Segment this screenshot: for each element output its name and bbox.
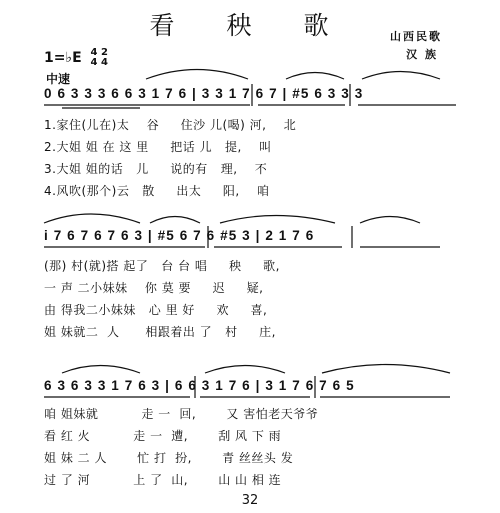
slur-mark — [360, 217, 420, 224]
page-number: 32 — [241, 493, 259, 508]
time-bottom: 4 4 — [90, 57, 108, 68]
slur-mark — [286, 73, 344, 80]
slur-mark — [146, 70, 248, 80]
system3-lyric-1: 咱 姐妹就 走 一 回, 又 害怕老天爷爷 — [44, 407, 319, 421]
time-top: 4 2 — [90, 47, 108, 58]
system3-lyric-3: 姐 妹 二 人 忙 打 扮, 青 丝丝头 发 — [44, 451, 294, 465]
source-region: 山西民歌 — [390, 30, 442, 43]
system1-lyric-1: 1.家住(儿在)太 谷 住沙 儿(喝) 河, 北 — [44, 118, 297, 132]
slur-mark — [62, 366, 140, 374]
key-label: 1=♭E — [44, 50, 82, 66]
system2-lyric-2: 一 声 二小妹妹 你 莫 要 迟 疑, — [44, 281, 264, 295]
system2-lyric-3: 由 得我二小妹妹 心 里 好 欢 喜, — [44, 303, 268, 317]
system3-notation: 6 3 6 3 3 1 7 6 3 | 6 6 3 1 7 6 | 3 1 7 6 7 6 5 — [44, 378, 355, 393]
system1-lyric-4: 4.风吹(那个)云 散 出太 阳, 咱 — [44, 184, 270, 198]
slur-mark — [44, 214, 140, 223]
slur-mark — [205, 366, 285, 374]
slur-mark — [322, 365, 450, 374]
source-ethnicity: 汉 族 — [406, 48, 438, 61]
system2-lyric-1: (那) 村(就)搭 起了 台 台 唱 秧 歌, — [44, 259, 280, 273]
system3-lyric-2: 看 红 火 走 一 遭, 刮 风 下 雨 — [44, 429, 282, 443]
song-title: 看 秧 歌 — [149, 11, 351, 40]
system2-notation: i 7 6 7 6 7 6 3 | #5 6 7 6 #5 3 | 2 1 7 6 — [44, 228, 315, 243]
system1-notation: 0 6 3 3 3 6 6 3 1 7 6 | 3 3 1 7 6 7 | #5 6 3 3 3 — [44, 86, 364, 101]
tempo-marking: 中速 — [46, 72, 71, 86]
system2-lyric-4: 姐 妹就二 人 相跟着出 了 村 庄, — [44, 325, 276, 339]
system3-lyric-4: 过 了 河 上 了 山, 山 山 相 连 — [44, 473, 282, 487]
slur-mark — [150, 217, 200, 224]
system1-lyric-2: 2.大姐 姐 在 这 里 把话 儿 提, 叫 — [44, 140, 272, 154]
system1-lyric-3: 3.大姐 姐的话 儿 说的有 理, 不 — [44, 162, 268, 176]
slur-mark — [220, 216, 335, 224]
slur-mark — [362, 72, 440, 80]
